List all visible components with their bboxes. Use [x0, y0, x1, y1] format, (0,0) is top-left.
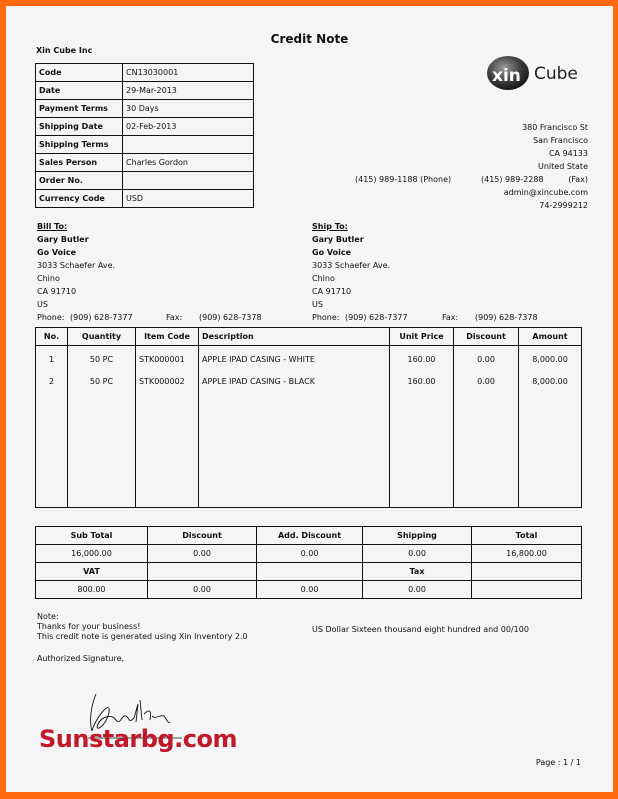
info-row	[36, 118, 254, 136]
company-email: admin@xincube.com	[503, 188, 588, 197]
ship-to-fax-label: Fax:	[442, 313, 459, 322]
summary-header-blank	[472, 563, 582, 581]
item-amount: 8,000.00	[519, 370, 582, 392]
summary-total: 16,800.00	[472, 545, 582, 563]
company-name: Xin Cube Inc	[36, 46, 93, 55]
summary-header-total: Total	[472, 527, 582, 545]
logo-word: Cube	[534, 64, 578, 84]
item-unit-price: 160.00	[390, 346, 454, 371]
summary-subtotal: 16,000.00	[36, 545, 148, 563]
summary-header-shipping: Shipping	[363, 527, 472, 545]
credit-note-page	[6, 6, 613, 792]
ship-to-country: US	[312, 300, 323, 309]
info-label: Shipping Date	[36, 118, 123, 136]
company-street: 380 Francisco St	[522, 123, 588, 132]
bill-to-name: Gary Butler	[37, 235, 89, 244]
company-state-zip: CA 94133	[548, 149, 588, 158]
info-row	[36, 100, 254, 118]
summary-value: 0.00	[257, 581, 363, 599]
summary-header-add-discount: Add. Discount	[257, 527, 363, 545]
summary-shipping: 0.00	[363, 545, 472, 563]
summary-header-blank	[148, 563, 257, 581]
summary-discount: 0.00	[148, 545, 257, 563]
company-fax-number: (415) 989-2288	[481, 175, 544, 184]
items-header-row	[36, 328, 582, 346]
bill-to-phone: (909) 628-7377	[70, 313, 133, 322]
item-description: APPLE IPAD CASING - BLACK	[199, 370, 390, 392]
info-row	[36, 64, 254, 82]
item-discount: 0.00	[454, 370, 519, 392]
ship-to-city: Chino	[312, 274, 335, 283]
info-value: CN13030001	[123, 64, 254, 82]
bill-to-fax: (909) 628-7378	[199, 313, 262, 322]
info-label: Currency Code	[36, 190, 123, 208]
company-phone: (415) 989-1188 (Phone)	[355, 175, 452, 184]
col-header-unit-price: Unit Price	[390, 328, 454, 346]
info-label: Payment Terms	[36, 100, 123, 118]
info-value: USD	[123, 190, 254, 208]
info-value: 29-Mar-2013	[123, 82, 254, 100]
item-no: 1	[36, 346, 68, 371]
item-no: 2	[36, 370, 68, 392]
info-value	[123, 172, 254, 190]
signature-label: Authorized Signature,	[37, 654, 125, 663]
info-row	[36, 82, 254, 100]
page-number: Page : 1 / 1	[535, 758, 581, 767]
company-fax-label: (Fax)	[568, 175, 588, 184]
info-label: Shipping Terms	[36, 136, 123, 154]
summary-value-row	[36, 545, 582, 563]
logo-mark: xin	[492, 66, 521, 86]
info-label: Order No.	[36, 172, 123, 190]
items-table	[35, 327, 582, 508]
summary-table	[35, 526, 582, 599]
col-header-item-code: Item Code	[136, 328, 199, 346]
summary-tax: 0.00	[363, 581, 472, 599]
info-value: 30 Days	[123, 100, 254, 118]
summary-value-row-2	[36, 581, 582, 599]
info-row	[36, 136, 254, 154]
summary-header-row	[36, 527, 582, 545]
col-header-description: Description	[199, 328, 390, 346]
item-amount: 8,000.00	[519, 346, 582, 371]
bill-to-state-zip: CA 91710	[37, 287, 77, 296]
ship-to-phone: (909) 628-7377	[345, 313, 408, 322]
bill-to-street: 3033 Schaefer Ave.	[37, 261, 116, 270]
note-line-2: This credit note is generated using Xin Inventory 2.0	[37, 632, 248, 641]
item-quantity: 50 PC	[68, 370, 136, 392]
company-logo	[484, 51, 584, 97]
item-code: STK000002	[136, 370, 199, 392]
ship-to-state-zip: CA 91710	[312, 287, 352, 296]
note-label: Note:	[37, 612, 59, 621]
col-header-amount: Amount	[519, 328, 582, 346]
summary-header-subtotal: Sub Total	[36, 527, 148, 545]
info-row	[36, 154, 254, 172]
summary-header-tax: Tax	[363, 563, 472, 581]
watermark-text: Sunstarbg.com	[39, 725, 237, 753]
col-header-quantity: Quantity	[68, 328, 136, 346]
ship-to-fax: (909) 628-7378	[475, 313, 538, 322]
document-title: Credit Note	[270, 32, 349, 46]
info-value: Charles Gordon	[123, 154, 254, 172]
summary-value	[472, 581, 582, 599]
summary-header-blank	[257, 563, 363, 581]
bill-to-phone-label: Phone:	[37, 313, 65, 322]
info-row	[36, 190, 254, 208]
item-code: STK000001	[136, 346, 199, 371]
item-discount: 0.00	[454, 346, 519, 371]
bill-to-company: Go Voice	[37, 248, 77, 257]
summary-header-row-2	[36, 563, 582, 581]
bill-to-heading: Bill To:	[37, 222, 68, 231]
info-row	[36, 172, 254, 190]
summary-value: 0.00	[148, 581, 257, 599]
bill-to-fax-label: Fax:	[166, 313, 183, 322]
info-label: Date	[36, 82, 123, 100]
company-reg-no: 74-2999212	[539, 201, 588, 210]
col-header-no: No.	[36, 328, 68, 346]
table-row	[36, 346, 582, 371]
ship-to-heading: Ship To:	[312, 222, 348, 231]
summary-header-discount: Discount	[148, 527, 257, 545]
summary-vat: 800.00	[36, 581, 148, 599]
bill-to-country: US	[37, 300, 48, 309]
bill-to-city: Chino	[37, 274, 60, 283]
info-label: Sales Person	[36, 154, 123, 172]
col-header-discount: Discount	[454, 328, 519, 346]
summary-header-vat: VAT	[36, 563, 148, 581]
info-value	[123, 136, 254, 154]
item-description: APPLE IPAD CASING - WHITE	[199, 346, 390, 371]
item-unit-price: 160.00	[390, 370, 454, 392]
company-city: San Francisco	[533, 136, 588, 145]
note-line-1: Thanks for your business!	[37, 622, 141, 631]
ship-to-company: Go Voice	[312, 248, 352, 257]
company-country: United State	[537, 162, 588, 171]
ship-to-name: Gary Butler	[312, 235, 364, 244]
ship-to-phone-label: Phone:	[312, 313, 340, 322]
info-table	[35, 63, 254, 208]
table-filler-row	[36, 392, 582, 508]
info-label: Code	[36, 64, 123, 82]
summary-add-discount: 0.00	[257, 545, 363, 563]
info-value: 02-Feb-2013	[123, 118, 254, 136]
table-row	[36, 370, 582, 392]
item-quantity: 50 PC	[68, 346, 136, 371]
amount-in-words: US Dollar Sixteen thousand eight hundred and 00/100	[312, 625, 529, 634]
ship-to-street: 3033 Schaefer Ave.	[312, 261, 391, 270]
